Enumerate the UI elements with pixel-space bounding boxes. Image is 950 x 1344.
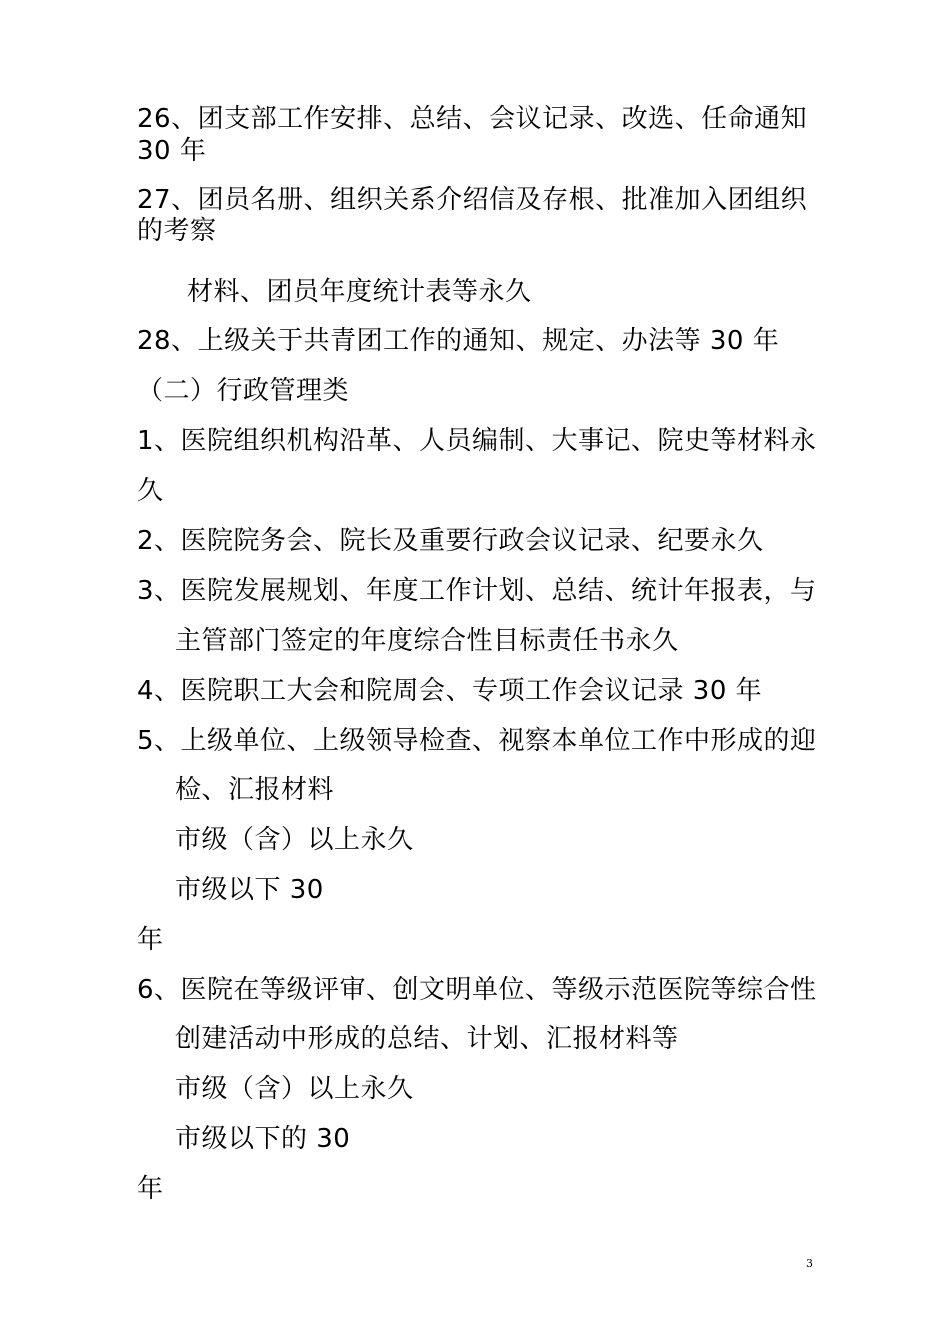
text-line-6: 6、医院在等级评审、创文明单位、等级示范医院等综合性 <box>137 975 817 1005</box>
text-line-3-cont: 主管部门签定的年度综合性目标责任书永久 <box>175 626 679 656</box>
text-line-3: 3、医院发展规划、年度工作计划、总结、统计年报表，与 <box>137 576 817 606</box>
text-line-27-indent: 材料、团员年度统计表等永久 <box>187 277 532 307</box>
section-heading-admin: （二）行政管理类 <box>137 376 350 406</box>
text-line-28: 28、上级关于共青团工作的通知、规定、办法等 30 年 <box>137 326 780 356</box>
text-line-5-cont: 检、汇报材料 <box>175 775 335 805</box>
text-line-5: 5、上级单位、上级领导检查、视察本单位工作中形成的迎 <box>137 726 817 756</box>
text-line-6-cont: 创建活动中形成的总结、计划、汇报材料等 <box>175 1024 679 1054</box>
text-line-1-cont: 久 <box>137 476 164 506</box>
text-line-1: 1、医院组织机构沿革、人员编制、大事记、院史等材料永 <box>137 426 817 456</box>
text-line-5-city-above: 市级（含）以上永久 <box>175 825 414 855</box>
text-line-26-cont: 30 年 <box>137 136 207 166</box>
text-line-6-year: 年 <box>137 1174 164 1204</box>
text-line-27: 27、团员名册、组织关系介绍信及存根、批准加入团组织 <box>137 185 808 215</box>
text-line-2: 2、医院院务会、院长及重要行政会议记录、纪要永久 <box>137 526 764 556</box>
text-line-5-year: 年 <box>137 925 164 955</box>
text-line-26: 26、团支部工作安排、总结、会议记录、改选、任命通知 <box>137 104 808 134</box>
text-line-6-city-below: 市级以下的 30 <box>175 1124 351 1154</box>
text-line-4: 4、医院职工大会和院周会、专项工作会议记录 30 年 <box>137 676 763 706</box>
page-number: 3 <box>806 1257 813 1270</box>
text-line-5-city-below: 市级以下 30 <box>175 875 324 905</box>
text-line-6-city-above: 市级（含）以上永久 <box>175 1074 414 1104</box>
text-line-27-cont: 的考察 <box>137 216 217 246</box>
